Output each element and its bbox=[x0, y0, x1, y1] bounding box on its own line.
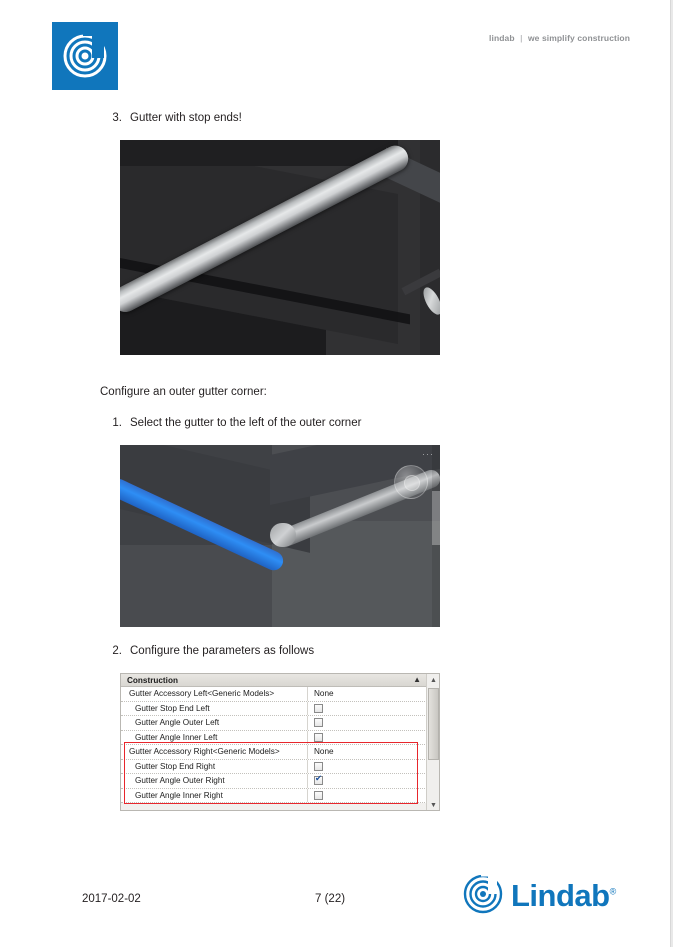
configure-corner-paragraph: Configure an outer gutter corner: bbox=[100, 386, 267, 398]
viewport-scrollbar-thumb[interactable] bbox=[432, 491, 440, 545]
footer-page-number: 7 (22) bbox=[315, 893, 346, 905]
footer-date: 2017-02-02 bbox=[82, 893, 141, 905]
properties-row-value[interactable] bbox=[308, 745, 439, 759]
list-item-number: 2. bbox=[112, 645, 122, 657]
navigation-wheel-inner bbox=[404, 475, 420, 491]
properties-scrollbar[interactable] bbox=[426, 674, 439, 811]
properties-scrollbar-thumb[interactable] bbox=[428, 688, 439, 760]
lindab-spiral-logo-icon bbox=[462, 873, 504, 920]
viewport-corner-dots: ··· bbox=[422, 449, 434, 459]
list-item bbox=[100, 644, 520, 658]
footer-wordmark bbox=[511, 878, 616, 914]
properties-row-value-text: None bbox=[314, 689, 334, 699]
caret-down-icon[interactable]: ▼ bbox=[430, 802, 437, 809]
properties-row-label: Gutter Angle Inner Left bbox=[121, 731, 308, 745]
properties-row-value[interactable] bbox=[308, 731, 439, 745]
chevron-up-icon[interactable]: ▲ bbox=[413, 675, 421, 684]
properties-row-label: Gutter Angle Outer Right bbox=[121, 774, 308, 788]
properties-row[interactable] bbox=[121, 774, 439, 789]
header-logo bbox=[52, 22, 118, 90]
list-item-label: Configure the parameters as follows bbox=[130, 645, 315, 657]
list-item bbox=[100, 111, 520, 125]
figure-gutter-stop-end bbox=[420, 285, 440, 318]
footer-wordmark-text: Lindab bbox=[511, 878, 610, 913]
properties-row-value[interactable] bbox=[308, 774, 439, 788]
viewport-corner-joint bbox=[270, 523, 296, 547]
properties-row-label: Gutter Angle Outer Left bbox=[121, 716, 308, 730]
properties-row[interactable] bbox=[121, 687, 439, 702]
properties-row-label: Gutter Angle Inner Right bbox=[121, 789, 308, 803]
navigation-wheel-icon[interactable] bbox=[394, 465, 428, 499]
properties-row-list bbox=[121, 687, 439, 803]
properties-row-value[interactable] bbox=[308, 702, 439, 716]
properties-row-value-text: None bbox=[314, 747, 334, 757]
checkbox-unchecked-icon[interactable] bbox=[314, 704, 323, 713]
properties-row-value[interactable] bbox=[308, 716, 439, 730]
properties-row-label: Gutter Accessory Right<Generic Models> bbox=[121, 745, 308, 759]
checkbox-unchecked-icon[interactable] bbox=[314, 791, 323, 800]
checkbox-unchecked-icon[interactable] bbox=[314, 733, 323, 742]
properties-row-label: Gutter Stop End Right bbox=[121, 760, 308, 774]
figure-roof-top bbox=[120, 140, 398, 166]
properties-row[interactable] bbox=[121, 716, 439, 731]
properties-row-label: Gutter Accessory Left<Generic Models> bbox=[121, 687, 308, 701]
properties-group-label: Construction bbox=[127, 676, 178, 685]
list-item-label: Gutter with stop ends! bbox=[130, 112, 242, 124]
checkbox-checked-icon[interactable] bbox=[314, 776, 323, 785]
lindab-spiral-logo-icon bbox=[52, 22, 118, 90]
footer-logo bbox=[462, 875, 616, 917]
properties-row-value[interactable] bbox=[308, 687, 439, 701]
list-item bbox=[100, 416, 520, 430]
list-item-number: 3. bbox=[112, 112, 122, 124]
properties-row[interactable] bbox=[121, 745, 439, 760]
properties-row[interactable] bbox=[121, 760, 439, 775]
list-item-label: Select the gutter to the left of the outer corner bbox=[130, 417, 362, 429]
properties-row-value[interactable] bbox=[308, 760, 439, 774]
footer-registered-mark: ® bbox=[609, 886, 616, 897]
properties-row-label: Gutter Stop End Left bbox=[121, 702, 308, 716]
header-tagline bbox=[320, 33, 630, 43]
header-slogan: we simplify construction bbox=[527, 33, 630, 43]
checkbox-unchecked-icon[interactable] bbox=[314, 762, 323, 771]
properties-row-value[interactable] bbox=[308, 789, 439, 803]
properties-group-header[interactable] bbox=[121, 674, 439, 687]
viewport-scrollbar[interactable] bbox=[432, 445, 440, 627]
properties-panel-figure bbox=[120, 673, 440, 811]
list-item-number: 1. bbox=[112, 417, 122, 429]
properties-row[interactable] bbox=[121, 702, 439, 717]
caret-up-icon[interactable]: ▲ bbox=[430, 677, 437, 684]
header-separator: | bbox=[520, 33, 523, 43]
gutter-with-stop-ends-figure bbox=[120, 140, 440, 355]
properties-row[interactable] bbox=[121, 731, 439, 746]
checkbox-unchecked-icon[interactable] bbox=[314, 718, 323, 727]
properties-row[interactable] bbox=[121, 789, 439, 804]
outer-corner-viewport-figure bbox=[120, 445, 440, 627]
header-brand-name: lindab bbox=[489, 33, 515, 43]
